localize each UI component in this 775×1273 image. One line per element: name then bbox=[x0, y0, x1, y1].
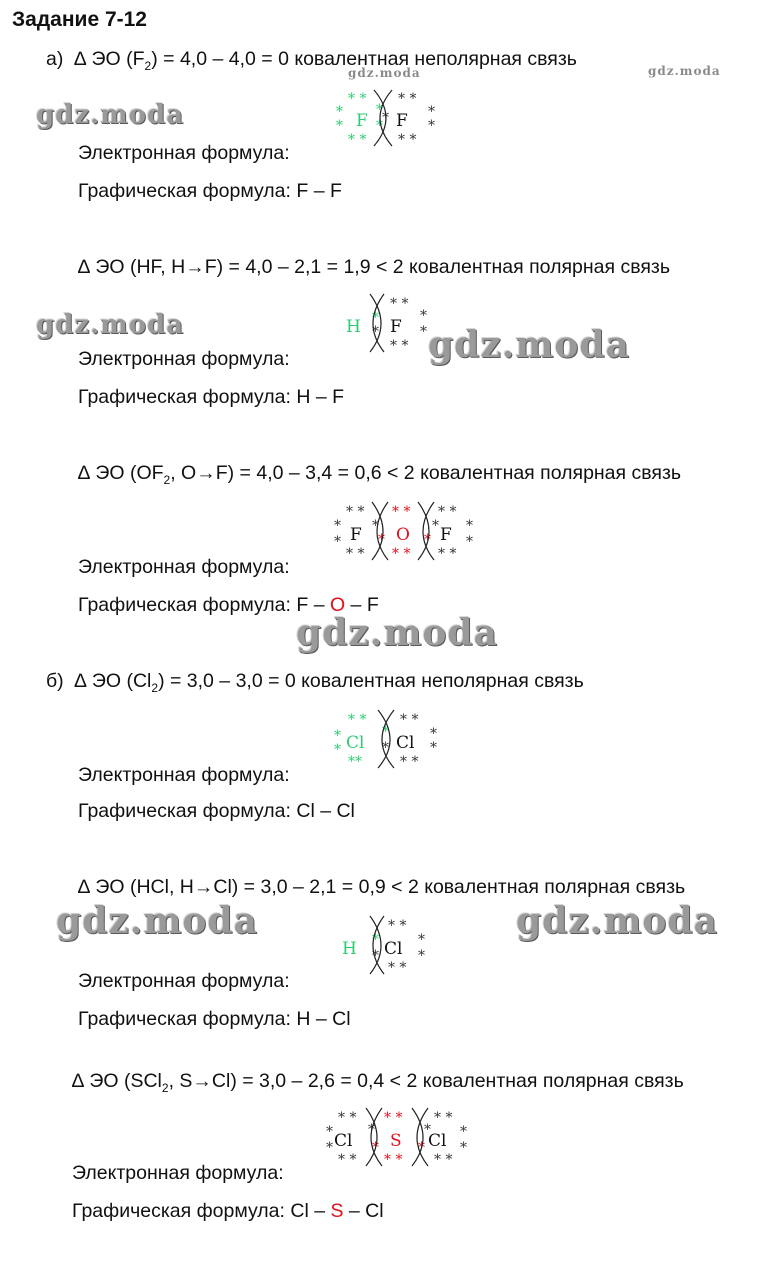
svg-text:*: * bbox=[326, 1124, 333, 1140]
svg-text:* *: * * bbox=[388, 918, 407, 934]
svg-text:*: * bbox=[378, 532, 385, 548]
atom-symbol: Cl bbox=[384, 939, 403, 959]
atom-symbol: F bbox=[440, 525, 452, 545]
svg-text:*: * bbox=[432, 518, 439, 534]
svg-text:*: * bbox=[430, 726, 437, 742]
graphic-formula-scl2: Графическая формула: Cl – S – Cl bbox=[72, 1200, 384, 1222]
svg-text:*: * bbox=[424, 1122, 431, 1138]
part-marker: а) bbox=[46, 48, 64, 70]
delta-line-f2: а) ∆ ЭО $(F_2) = 4,0 - 4,0 = 0$ ковалентная неполярная связь bbox=[46, 48, 577, 73]
svg-text:*: * bbox=[376, 118, 383, 134]
svg-text:*: * bbox=[372, 932, 379, 948]
atom-symbol: F bbox=[396, 111, 408, 131]
lewis-structure-hf bbox=[340, 292, 440, 354]
svg-text:*: * bbox=[418, 932, 425, 948]
svg-text:*: * bbox=[336, 104, 343, 120]
svg-text:* *: * * bbox=[392, 504, 411, 520]
svg-text:*: * bbox=[334, 742, 341, 758]
svg-text:*: * bbox=[334, 728, 341, 744]
graphic-formula-cl2: Графическая формула: Cl – Cl bbox=[78, 800, 355, 822]
svg-text:*: * bbox=[334, 534, 341, 550]
svg-text:*: * bbox=[334, 518, 341, 534]
svg-text:* *: * * bbox=[392, 546, 411, 562]
atom-symbol: Cl bbox=[428, 1131, 447, 1151]
svg-text:*: * bbox=[466, 534, 473, 550]
lewis-structure-cl2 bbox=[330, 708, 445, 770]
watermark: gdz.moda bbox=[296, 612, 498, 654]
svg-text:* *: * * bbox=[384, 1110, 403, 1126]
delta-line-scl2: ∆ ЭО (SCl$_2$, S→Cl) = 3,0 – 2,6 = 0,4 < 2 ковалентная полярная связь bbox=[72, 1070, 684, 1095]
svg-text:* *: * * bbox=[398, 132, 417, 148]
watermark: gdz.moda bbox=[348, 66, 421, 80]
svg-text:*: * bbox=[382, 740, 389, 756]
svg-text:*: * bbox=[372, 310, 379, 326]
graphic-formula-f2: Графическая формула: F – F bbox=[78, 180, 342, 202]
lewis-structure-hcl bbox=[336, 914, 436, 976]
watermark: gdz.moda bbox=[56, 900, 258, 942]
svg-text:* *: * * bbox=[438, 546, 457, 562]
delta-line-hf: ∆ ЭО (HF, H→F) = 4,0 – 2,1 = 1,9 < 2 ковалентная полярная связь bbox=[78, 256, 671, 278]
watermark: gdz.moda bbox=[36, 310, 185, 340]
svg-text:*: * bbox=[420, 324, 427, 340]
svg-text:*: * bbox=[418, 1140, 425, 1156]
electronic-formula-label: Электронная формула: bbox=[72, 1162, 284, 1184]
svg-text:**: ** bbox=[348, 754, 362, 770]
watermark: gdz.moda bbox=[36, 100, 185, 130]
atom-symbol: F bbox=[356, 111, 368, 131]
graphic-formula-hcl: Графическая формула: H – Cl bbox=[78, 1008, 351, 1030]
electronic-formula-label: Электронная формула: bbox=[78, 556, 290, 578]
graphic-formula-of2: Графическая формула: F – O – F bbox=[78, 594, 379, 616]
atom-symbol: Cl bbox=[346, 733, 365, 753]
svg-text:*: * bbox=[372, 518, 379, 534]
svg-text:* *: * * bbox=[338, 1152, 357, 1168]
svg-text:*: * bbox=[460, 1124, 467, 1140]
svg-text:*: * bbox=[420, 308, 427, 324]
atom-symbol: H bbox=[346, 317, 361, 337]
svg-text:* *: * * bbox=[434, 1152, 453, 1168]
electronic-formula-label: Электронная формула: bbox=[78, 348, 290, 370]
part-marker: б) bbox=[46, 670, 64, 692]
svg-text:*: * bbox=[376, 102, 383, 118]
delta-line-of2: ∆ ЭО ($OF_2$, O→F) = 4,0 – 3,4 = 0,6 < 2 ковалентная полярная связь bbox=[78, 462, 682, 487]
svg-text:* *: * * bbox=[346, 504, 365, 520]
svg-text:* *: * * bbox=[388, 960, 407, 976]
svg-text:* *: * * bbox=[438, 504, 457, 520]
watermark: gdz.moda bbox=[516, 900, 718, 942]
electronic-formula-label: Электронная формула: bbox=[78, 764, 290, 786]
svg-text:* *: * * bbox=[338, 1110, 357, 1126]
graphic-formula-hf: Графическая формула: H – F bbox=[78, 386, 345, 408]
atom-symbol: F bbox=[390, 317, 402, 337]
watermark: gdz.moda bbox=[648, 64, 721, 78]
delta-line-cl2: б) ∆ ЭО $(Cl_2) = 3,0 - 3,0 = 0$ ковалентная неполярная связь bbox=[46, 670, 584, 695]
electronic-formula-label: Электронная формула: bbox=[78, 142, 290, 164]
svg-text:*: * bbox=[372, 324, 379, 340]
svg-text:*: * bbox=[336, 118, 343, 134]
page-title: Задание 7-12 bbox=[12, 8, 147, 31]
svg-text:* *: * * bbox=[400, 754, 419, 770]
atom-symbol: Cl bbox=[334, 1131, 353, 1151]
svg-text:*: * bbox=[418, 948, 425, 964]
svg-text:*: * bbox=[430, 740, 437, 756]
svg-text:* *: * * bbox=[390, 338, 409, 354]
svg-text:* *: * * bbox=[348, 712, 367, 728]
watermark: gdz.moda bbox=[428, 324, 630, 366]
svg-text:* *: * * bbox=[346, 546, 365, 562]
atom-symbol: H bbox=[342, 939, 357, 959]
svg-text:*: * bbox=[460, 1140, 467, 1156]
svg-text:* *: * * bbox=[400, 712, 419, 728]
svg-text:* *: * * bbox=[390, 296, 409, 312]
atom-symbol: Cl bbox=[396, 733, 415, 753]
atom-symbol: O bbox=[396, 525, 410, 545]
svg-text:* *: * * bbox=[348, 132, 367, 148]
svg-text:*: * bbox=[368, 1122, 375, 1138]
svg-text:*: * bbox=[424, 532, 431, 548]
svg-text:* *: * * bbox=[384, 1152, 403, 1168]
svg-text:* *: * * bbox=[398, 91, 417, 107]
svg-text:*: * bbox=[382, 110, 389, 126]
delta-line-hcl: ∆ ЭО (HCl, H→Cl) = 3,0 – 2,1 = 0,9 < 2 ковалентная полярная связь bbox=[78, 876, 686, 898]
svg-text:*: * bbox=[372, 1140, 379, 1156]
svg-text:* *: * * bbox=[348, 91, 367, 107]
atom-symbol: F bbox=[350, 525, 362, 545]
lewis-structure-f2 bbox=[330, 88, 440, 148]
svg-text:*: * bbox=[326, 1140, 333, 1156]
lewis-structure-of2 bbox=[330, 500, 480, 562]
svg-text:* *: * * bbox=[434, 1110, 453, 1126]
electronic-formula-label: Электронная формула: bbox=[78, 970, 290, 992]
lewis-structure-scl2 bbox=[324, 1106, 474, 1168]
svg-text:*: * bbox=[428, 118, 435, 134]
svg-text:*: * bbox=[372, 948, 379, 964]
svg-text:*: * bbox=[428, 104, 435, 120]
atom-symbol: S bbox=[390, 1131, 402, 1151]
svg-text:*: * bbox=[382, 724, 389, 740]
svg-text:*: * bbox=[466, 518, 473, 534]
